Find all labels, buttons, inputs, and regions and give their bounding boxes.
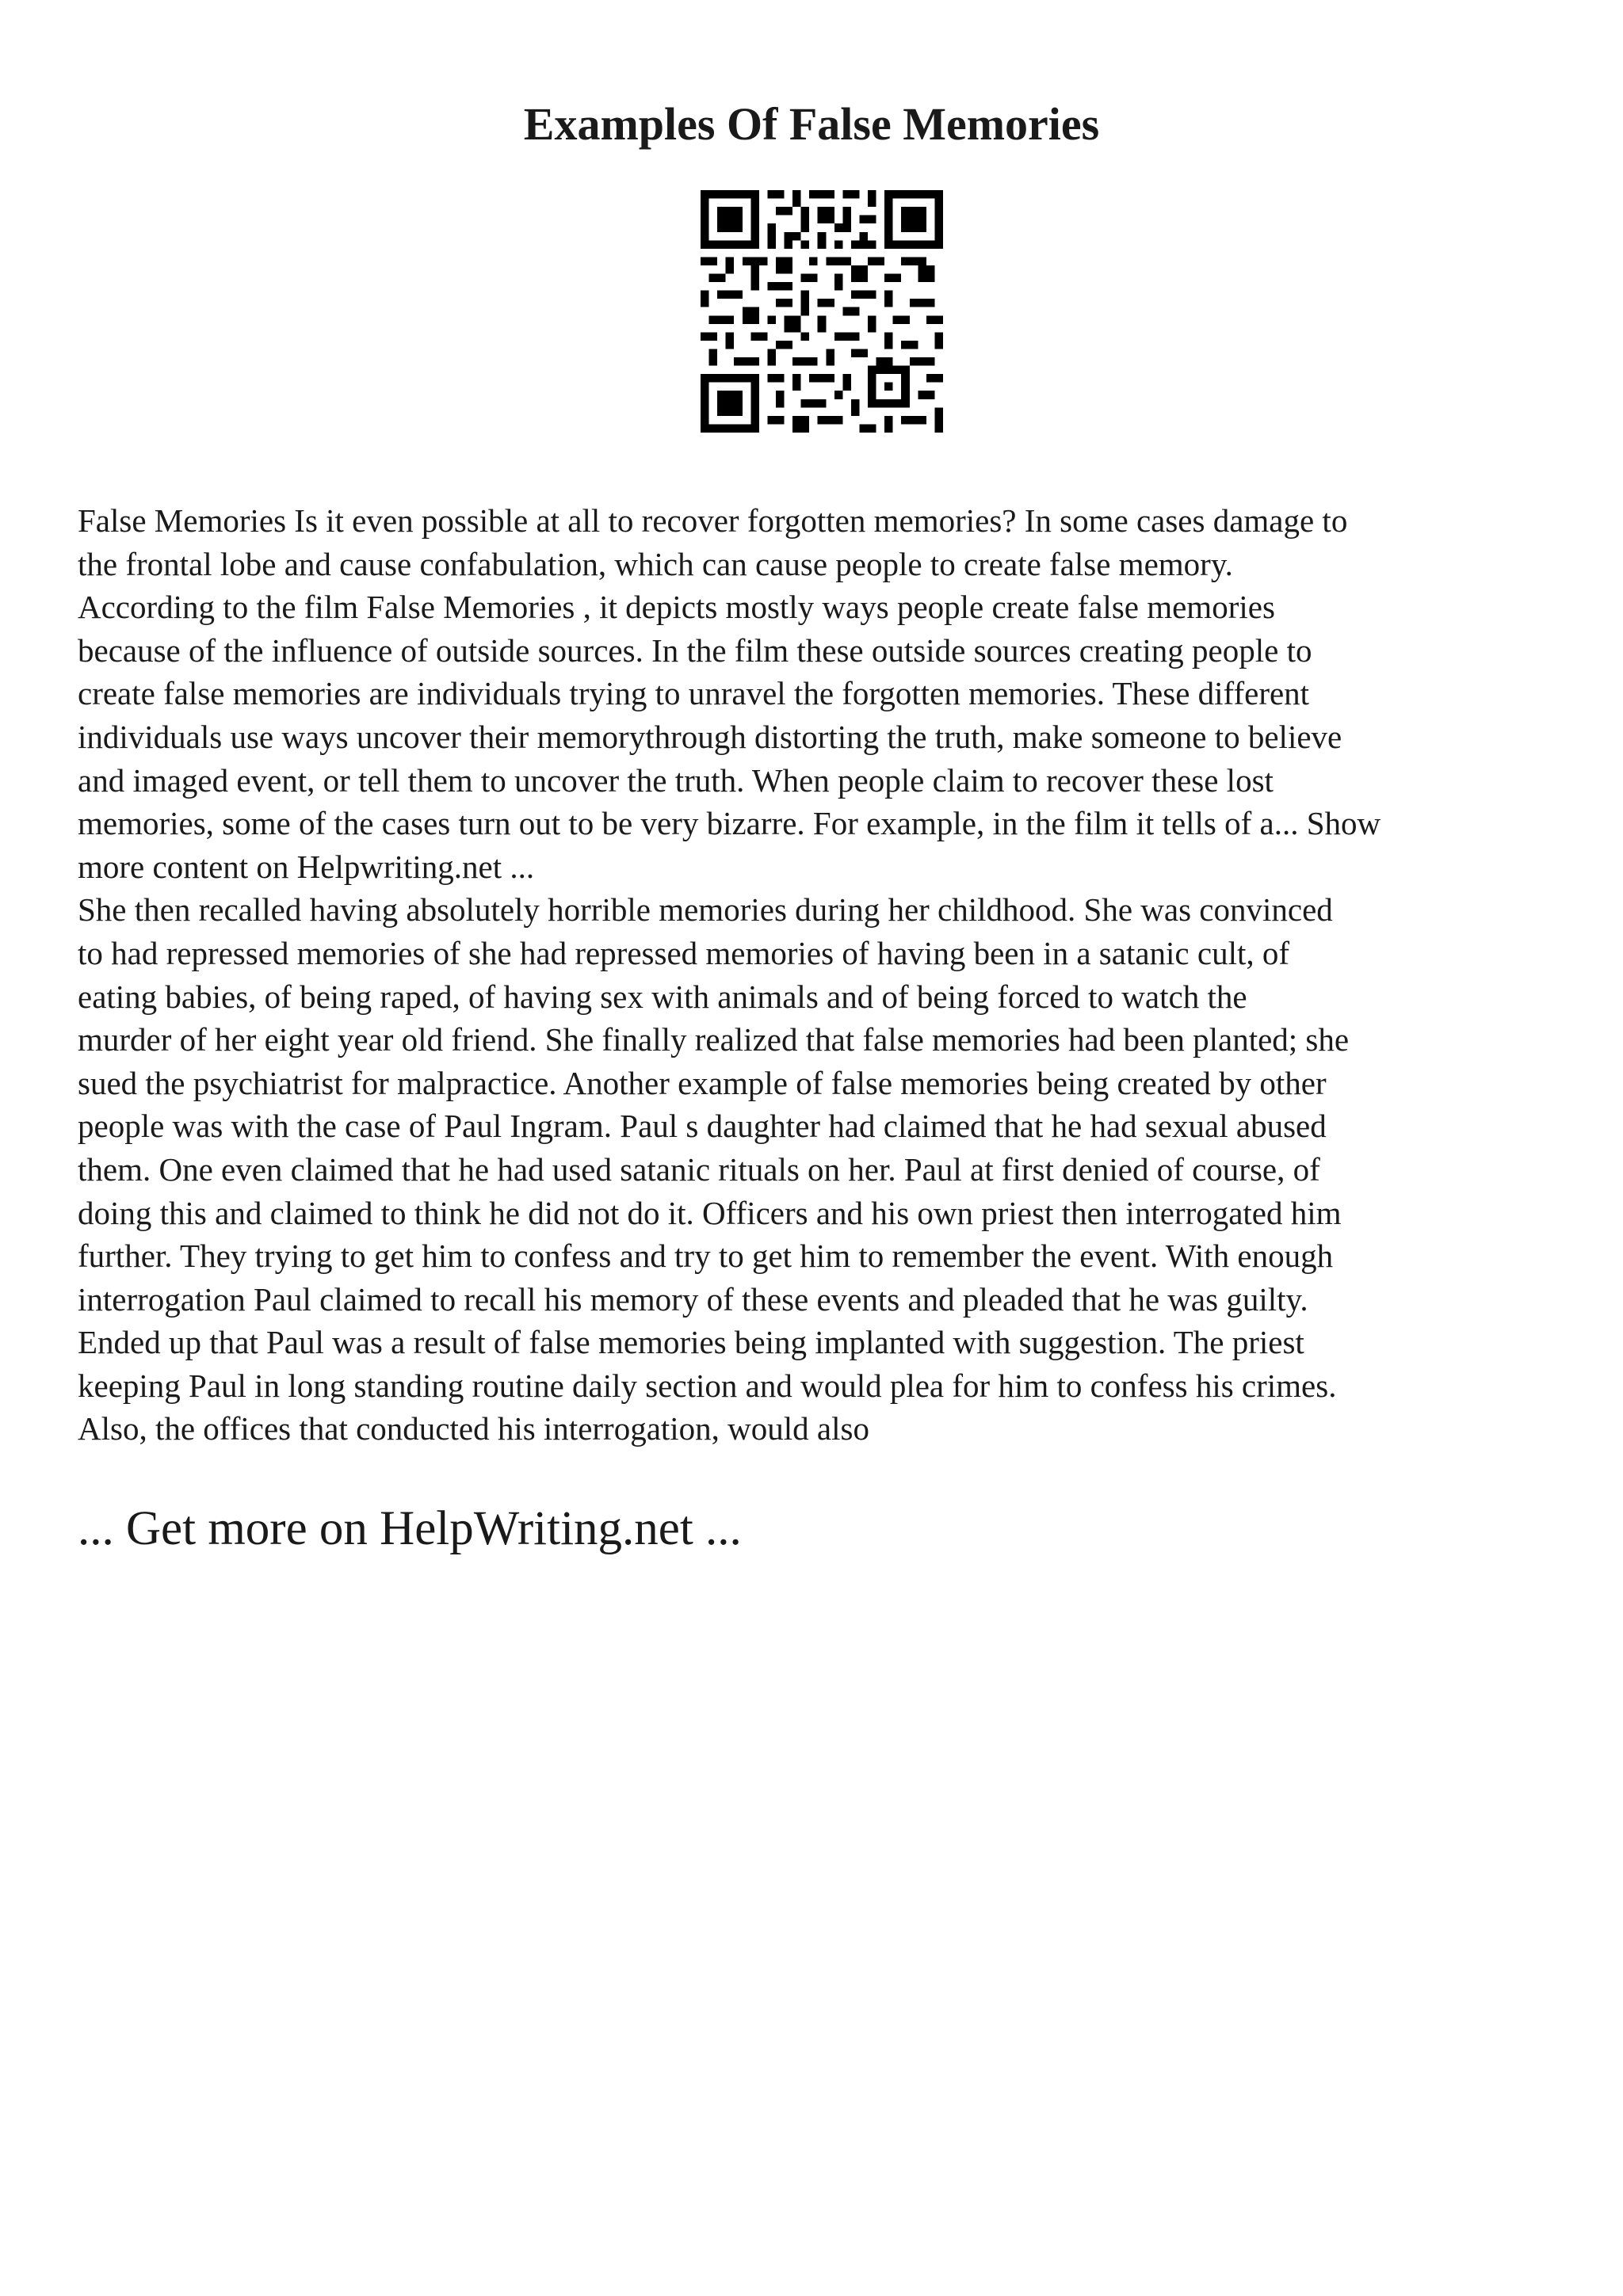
- document-title: Examples Of False Memories: [523, 98, 1100, 150]
- qr-code-icon: [701, 190, 943, 433]
- article-body: False Memories Is it even possible at all to recover forgotten memories? In some cases damage to the frontal lobe and cause confabulation, which can cause people to create false memory. According to the film False Memories , it depicts mostly ways people create false memories because of the influence of outside sources. In the film these outside sources creating people to create false memories are individuals trying to unravel the forgotten memories. These different individuals use ways uncover their memorythrough distorting the truth, make someone to believe and imaged event, or tell them to uncover the truth. When people claim to recover these lost memories, some of the cases turn out to be very bizarre. For example, in the film it tells of a... Show more content on Helpwriting.net ... She then recalled having absolutely horrible memories during her childhood. She was convinced to had repressed memories of she had repressed memories of having been in a satanic cult, of eating babies, of being raped, of having sex with animals and of being forced to watch the murder of her eight year old friend. She finally realized that false memories had been planted; she sued the psychiatrist for malpractice. Another example of false memories being created by other people was with the case of Paul Ingram. Paul s daughter had claimed that he had sexual abused them. One even claimed that he had used satanic rituals on her. Paul at first denied of course, of doing this and claimed to think he did not do it. Officers and his own priest then interrogated him further. They trying to get him to confess and try to get him to remember the event. With enough interrogation Paul claimed to recall his memory of these events and pleaded that he was guilty. Ended up that Paul was a result of false memories being implanted with suggestion. The priest keeping Paul in long standing routine daily section and would plea for him to confess his crimes. Also, the offices that conducted his interrogation, would also: [78, 502, 1381, 1447]
- get-more-link[interactable]: ... Get more on HelpWriting.net ...: [78, 1502, 742, 1555]
